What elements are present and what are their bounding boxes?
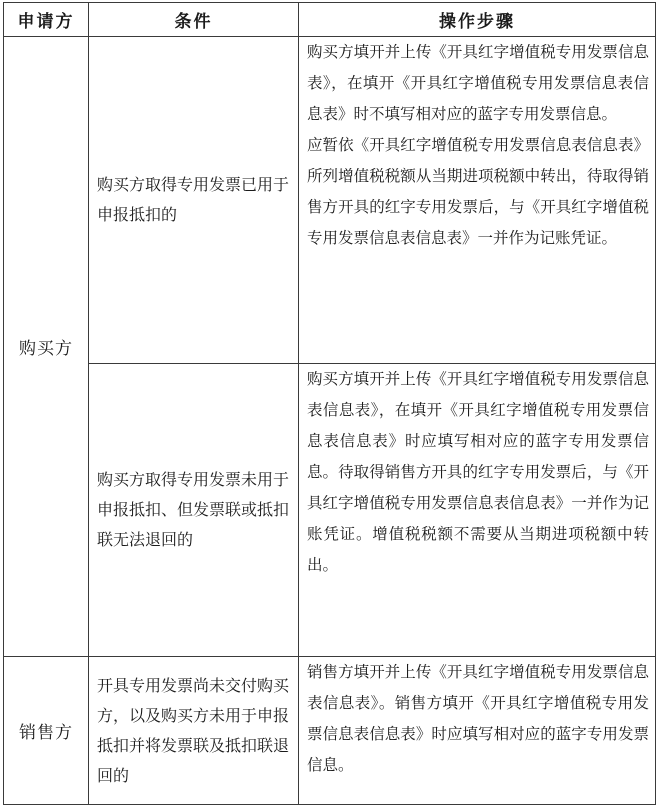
- steps-cell: [299, 37, 656, 364]
- header-applicant: 申请方: [4, 3, 89, 37]
- steps-cell: [299, 364, 656, 657]
- table-row: [4, 657, 656, 805]
- header-steps: 操作步骤: [299, 3, 656, 37]
- condition-cell: 开具专用发票尚未交付购买方，以及购买方未用于申报抵扣并将发票联及抵扣联退回的: [89, 657, 299, 805]
- red-invoice-procedure-table: [3, 2, 656, 805]
- condition-cell: 购买方取得专用发票已用于申报抵扣的: [89, 37, 299, 364]
- step-paragraph: 购买方填开并上传《开具红字增值税专用发票信息表》，在填开《开具红字增值税专用发票信息表信息表》时不填写相对应的蓝字专用发票信息。: [307, 43, 649, 123]
- step-paragraph: 应暂依《开具红字增值税专用发票信息表信息表》所列增值税税额从当期进项税额中转出，待取得销售方开具的红字专用发票后，与《开具红字增值税专用发票信息表信息表》一并作为记账凭证。: [307, 136, 649, 247]
- applicant-purchaser: 购买方: [4, 37, 89, 657]
- header-condition: 条件: [89, 3, 299, 37]
- step-paragraph: 购买方填开并上传《开具红字增值税专用发票信息表信息表》，在填开《开具红字增值税专用发票信息表信息表》时应填写相对应的蓝字专用发票信息。待取得销售方开具的红字专用发票后，与《开具红字增值税专用发票信息表信息表》一并作为记账凭证。增值税税额不需要从当期进项税额中转出。: [307, 370, 649, 574]
- condition-cell: 购买方取得专用发票未用于申报抵扣、但发票联或抵扣联无法退回的: [89, 364, 299, 657]
- step-paragraph: 销售方填开并上传《开具红字增值税专用发票信息表信息表》。销售方填开《开具红字增值税专用发票信息表信息表》时应填写相对应的蓝字专用发票信息。: [307, 663, 649, 774]
- steps-cell: [299, 657, 656, 805]
- applicant-seller: 销售方: [4, 657, 89, 805]
- table-row: [4, 37, 656, 364]
- header-row: [4, 3, 656, 37]
- table-row: [4, 364, 656, 657]
